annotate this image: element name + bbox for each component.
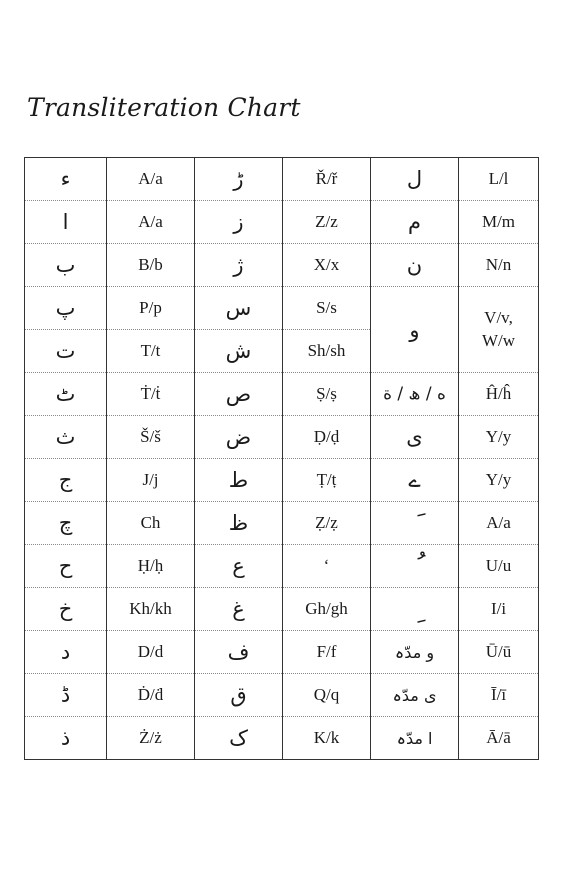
- table-row: [25, 674, 539, 717]
- urdu-letter-cell: ل: [371, 158, 459, 201]
- urdu-letter-cell: ظ: [195, 502, 283, 545]
- urdu-letter-cell: ت: [25, 330, 107, 373]
- transliteration-table: [24, 157, 539, 760]
- transliteration-cell: ‘: [283, 545, 371, 588]
- urdu-letter-cell: ز: [195, 201, 283, 244]
- transliteration-cell: K/k: [283, 717, 371, 760]
- urdu-letter-cell-merged: و: [371, 287, 459, 373]
- transliteration-cell: J/j: [107, 459, 195, 502]
- transliteration-cell: D/d: [107, 631, 195, 674]
- urdu-letter-cell: خ: [25, 588, 107, 631]
- transliteration-cell: Ḥ/ḥ: [107, 545, 195, 588]
- urdu-letter-cell: د: [25, 631, 107, 674]
- transliteration-cell: Y/y: [459, 416, 539, 459]
- transliteration-cell: Gh/gh: [283, 588, 371, 631]
- transliteration-cell: T/t: [107, 330, 195, 373]
- urdu-letter-cell: ی: [371, 416, 459, 459]
- transliteration-cell: A/a: [107, 201, 195, 244]
- urdu-letter-cell: ض: [195, 416, 283, 459]
- diacritic-mark-cell: [371, 588, 459, 631]
- transliteration-cell: A/a: [459, 502, 539, 545]
- transliteration-cell: Ṫ/ṫ: [107, 373, 195, 416]
- transliteration-cell: Ḋ/ḋ: [107, 674, 195, 717]
- table-row: [25, 459, 539, 502]
- urdu-letter-cell: م: [371, 201, 459, 244]
- table-row: [25, 201, 539, 244]
- transliteration-cell: P/p: [107, 287, 195, 330]
- transliteration-cell-merged: V/v, W/w: [459, 287, 539, 373]
- transliteration-cell: S/s: [283, 287, 371, 330]
- urdu-letter-cell: ص: [195, 373, 283, 416]
- transliteration-cell: B/b: [107, 244, 195, 287]
- table-row: [25, 717, 539, 760]
- transliteration-cell: Š/š: [107, 416, 195, 459]
- urdu-letter-cell: ه / ھ / ة: [371, 373, 459, 416]
- table-row: [25, 545, 539, 588]
- transliteration-cell: U/u: [459, 545, 539, 588]
- diacritic-mark-cell: [371, 545, 459, 588]
- transliteration-cell: Ṣ/ṣ: [283, 373, 371, 416]
- urdu-letter-cell: ج: [25, 459, 107, 502]
- table-row: [25, 631, 539, 674]
- table-row: [25, 588, 539, 631]
- transliteration-cell: I/i: [459, 588, 539, 631]
- transliteration-cell: Ch: [107, 502, 195, 545]
- urdu-letter-cell: ث: [25, 416, 107, 459]
- transliteration-cell: Ḍ/ḍ: [283, 416, 371, 459]
- transliteration-cell: A/a: [107, 158, 195, 201]
- urdu-letter-cell: ژ: [195, 244, 283, 287]
- urdu-letter-cell: و مدّہ: [371, 631, 459, 674]
- urdu-letter-cell: ش: [195, 330, 283, 373]
- urdu-letter-cell: ی مدّہ: [371, 674, 459, 717]
- urdu-letter-cell: ا: [25, 201, 107, 244]
- transliteration-cell: Ṭ/ṭ: [283, 459, 371, 502]
- page-title: Transliteration Chart: [27, 93, 301, 122]
- urdu-letter-cell: ح: [25, 545, 107, 588]
- transliteration-cell: F/f: [283, 631, 371, 674]
- transliteration-cell: Ī/ī: [459, 674, 539, 717]
- transliteration-cell: N/n: [459, 244, 539, 287]
- table-row: [25, 502, 539, 545]
- urdu-letter-cell: ط: [195, 459, 283, 502]
- urdu-letter-cell: ٹ: [25, 373, 107, 416]
- transliteration-cell: Z/z: [283, 201, 371, 244]
- urdu-letter-cell: ذ: [25, 717, 107, 760]
- transliteration-cell: Q/q: [283, 674, 371, 717]
- transliteration-cell: Ā/ā: [459, 717, 539, 760]
- table-row: [25, 416, 539, 459]
- transliteration-cell: M/m: [459, 201, 539, 244]
- urdu-letter-cell: غ: [195, 588, 283, 631]
- transliteration-cell: Sh/sh: [283, 330, 371, 373]
- urdu-letter-cell: ء: [25, 158, 107, 201]
- urdu-letter-cell: چ: [25, 502, 107, 545]
- table-row: [25, 287, 539, 330]
- urdu-letter-cell: پ: [25, 287, 107, 330]
- urdu-letter-cell: ے: [371, 459, 459, 502]
- urdu-letter-cell: ع: [195, 545, 283, 588]
- urdu-letter-cell: ن: [371, 244, 459, 287]
- transliteration-cell: Ū/ū: [459, 631, 539, 674]
- transliteration-cell: Ĥ/ĥ: [459, 373, 539, 416]
- diacritic-mark-cell: [371, 502, 459, 545]
- urdu-letter-cell: ب: [25, 244, 107, 287]
- urdu-letter-cell: س: [195, 287, 283, 330]
- transliteration-cell: L/l: [459, 158, 539, 201]
- transliteration-cell: Ẓ/ẓ: [283, 502, 371, 545]
- urdu-letter-cell: ک: [195, 717, 283, 760]
- urdu-letter-cell: ف: [195, 631, 283, 674]
- transliteration-cell: Ř/ř: [283, 158, 371, 201]
- transliteration-cell: Ż/ż: [107, 717, 195, 760]
- table-row: [25, 158, 539, 201]
- table-body: [25, 158, 539, 760]
- urdu-letter-cell: ڑ: [195, 158, 283, 201]
- urdu-letter-cell: ا مدّہ: [371, 717, 459, 760]
- urdu-letter-cell: ڈ: [25, 674, 107, 717]
- transliteration-cell: Y/y: [459, 459, 539, 502]
- transliteration-cell: X/x: [283, 244, 371, 287]
- table-row: [25, 244, 539, 287]
- transliteration-cell: Kh/kh: [107, 588, 195, 631]
- urdu-letter-cell: ق: [195, 674, 283, 717]
- table-row: [25, 373, 539, 416]
